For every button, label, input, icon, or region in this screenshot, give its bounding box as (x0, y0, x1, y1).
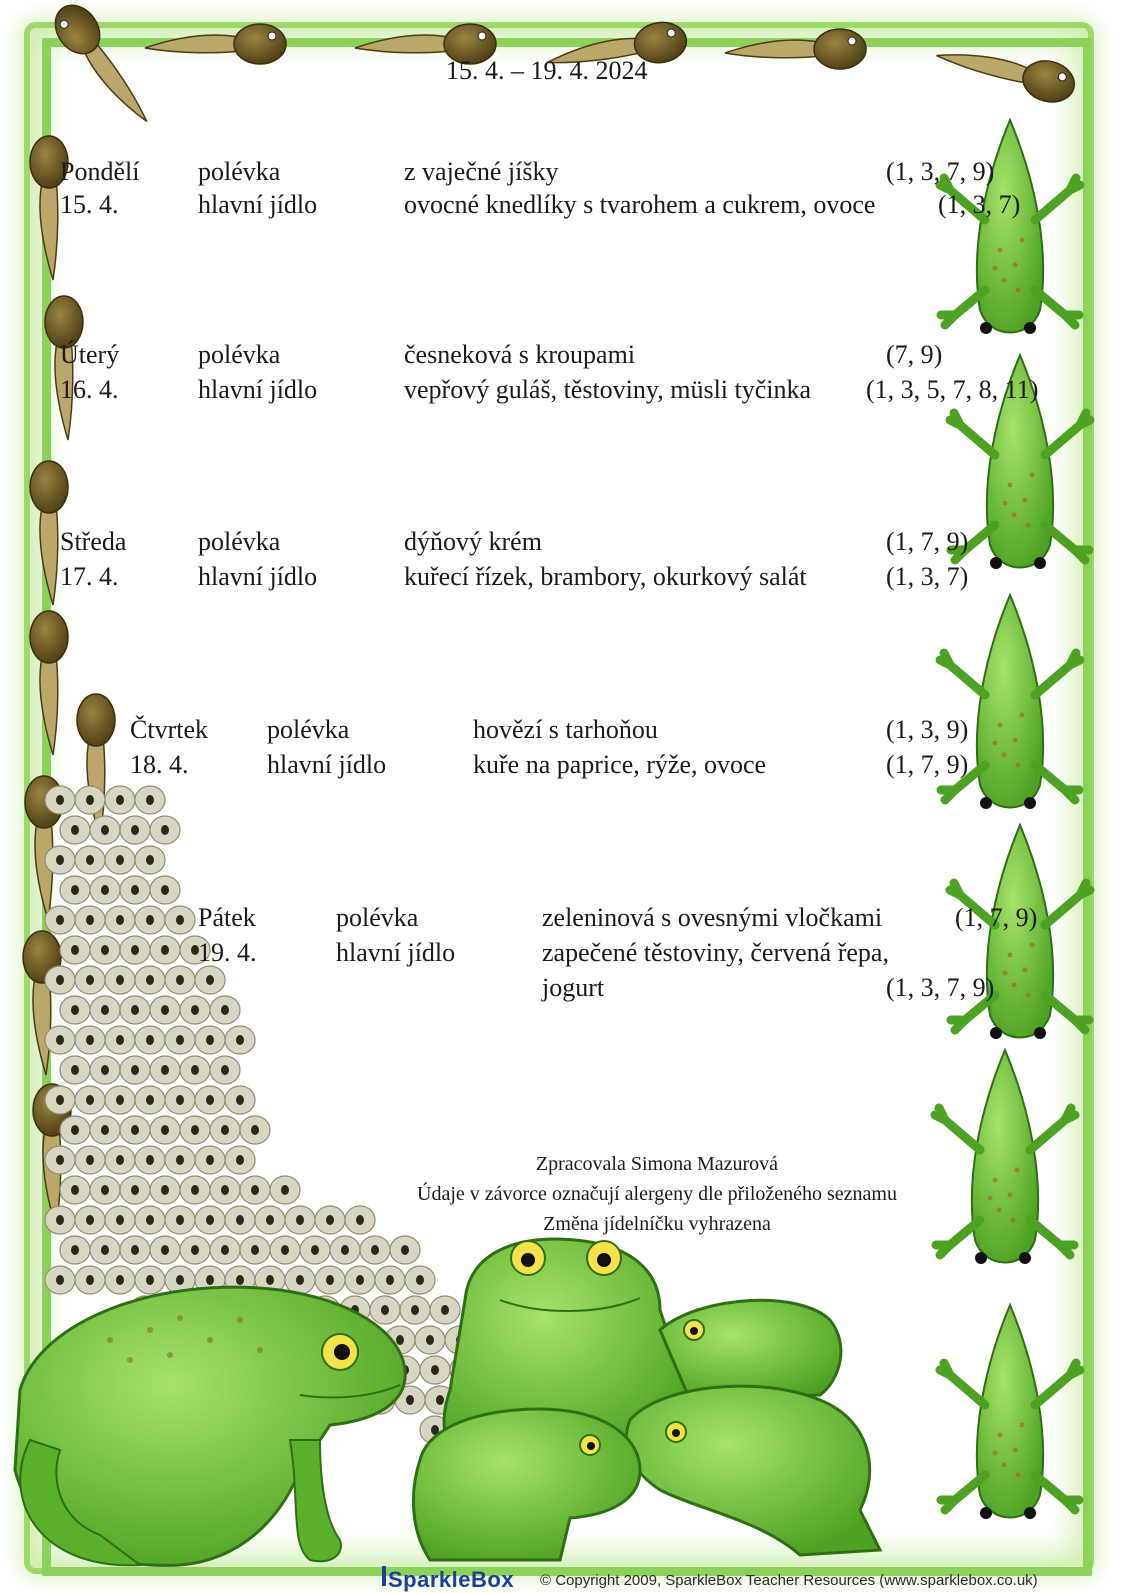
frog-egg-icon (135, 1266, 165, 1294)
frog-egg-icon (195, 966, 225, 994)
frog-egg-icon (255, 1206, 285, 1234)
day-date: 18. 4. (130, 750, 189, 779)
frog-egg-icon (120, 1236, 150, 1264)
frog-egg-icon (90, 1116, 120, 1144)
frog-egg-icon (60, 1176, 90, 1204)
frog-egg-icon (45, 1206, 75, 1234)
frog-egg-icon (105, 1086, 135, 1114)
frog-egg-icon (300, 1236, 330, 1264)
main-dish: vepřový guláš, těstoviny, müsli tyčinka (404, 375, 812, 404)
frog-egg-icon (120, 1056, 150, 1084)
frog-egg-icon (105, 1146, 135, 1174)
frog-egg-icon (75, 1086, 105, 1114)
main-label: hlavní jídlo (198, 562, 318, 591)
frog-egg-icon (315, 1266, 345, 1294)
soup-allergens: (1, 3, 9) (886, 715, 969, 744)
main-label: hlavní jídlo (267, 750, 387, 779)
frog-egg-icon (210, 1056, 240, 1084)
frog-egg-icon (195, 1026, 225, 1054)
soup-dish: z vaječné jíšky (404, 157, 559, 186)
frog-egg-icon (195, 1146, 225, 1174)
frog-egg-icon (120, 816, 150, 844)
frog-egg-icon (75, 906, 105, 934)
frog-egg-icon (150, 816, 180, 844)
frog-egg-icon (225, 1146, 255, 1174)
frog-egg-icon (150, 876, 180, 904)
tadpole-icon-top-1 (46, 0, 160, 135)
tadpole-icon-top-2 (145, 24, 286, 64)
froglet-icon-1 (940, 120, 1080, 334)
tadpole-icon-top-6 (932, 32, 1079, 107)
froglet-icon-6 (940, 1305, 1080, 1519)
frog-egg-icon (180, 1056, 210, 1084)
frog-egg-icon (105, 966, 135, 994)
main-allergens: (1, 3, 7) (938, 190, 1021, 219)
frog-egg-icon (135, 846, 165, 874)
frog-egg-icon (330, 1236, 360, 1264)
frog-egg-icon (75, 1266, 105, 1294)
main-allergens: (1, 3, 7) (886, 562, 969, 591)
frog-egg-icon (420, 1356, 450, 1384)
sparklebox-logo: SparkleBox (388, 1567, 515, 1592)
frog-egg-icon (150, 996, 180, 1024)
big-frog-icon (15, 1287, 405, 1565)
day-name: Čtvrtek (130, 715, 208, 744)
main-allergens: (1, 7, 9) (886, 750, 969, 779)
frog-egg-icon (165, 1026, 195, 1054)
frog-egg-icon (75, 966, 105, 994)
frog-egg-icon (225, 1026, 255, 1054)
frog-egg-icon (105, 1026, 135, 1054)
frog-egg-icon (135, 1026, 165, 1054)
frog-egg-icon (400, 1296, 430, 1324)
frog-egg-icon (120, 936, 150, 964)
main-dish-line2: jogurt (542, 973, 605, 1002)
frog-egg-icon (90, 816, 120, 844)
frog-egg-icon (120, 1176, 150, 1204)
frog-egg-icon (135, 906, 165, 934)
frog-egg-icon (150, 1236, 180, 1264)
frog-egg-icon (90, 996, 120, 1024)
frog-egg-icon (45, 966, 75, 994)
day-name: Středa (60, 527, 127, 556)
frog-egg-icon (90, 1236, 120, 1264)
main-label: hlavní jídlo (198, 190, 318, 219)
frog-egg-icon (120, 876, 150, 904)
frog-egg-icon (60, 1056, 90, 1084)
soup-label: polévka (198, 157, 281, 186)
soup-dish: dýňový krém (404, 527, 542, 556)
soup-label: polévka (267, 715, 350, 744)
frog-egg-icon (45, 1026, 75, 1054)
main-label: hlavní jídlo (336, 938, 456, 967)
allergen-note: Údaje v závorce označují alergeny dle přiloženého seznamu (417, 1183, 897, 1205)
sparklebox-logo-icon (382, 1566, 386, 1586)
frog-egg-icon (415, 1326, 445, 1354)
frog-egg-icon (165, 1206, 195, 1234)
frog-egg-icon (45, 906, 75, 934)
frog-egg-icon (180, 1116, 210, 1144)
frog-egg-icon (370, 1296, 400, 1324)
frog-egg-icon (240, 1236, 270, 1264)
frog-egg-icon (45, 1266, 75, 1294)
frog-egg-icon (75, 1146, 105, 1174)
frog-egg-icon (225, 1206, 255, 1234)
frog-egg-icon (240, 1176, 270, 1204)
frog-egg-icon (150, 936, 180, 964)
frog-egg-icon (60, 876, 90, 904)
frog-egg-icon (430, 1296, 460, 1324)
frog-egg-icon (75, 1026, 105, 1054)
frog-egg-icon (120, 996, 150, 1024)
day-date: 15. 4. (60, 190, 119, 219)
main-allergens: (1, 3, 5, 7, 8, 11) (866, 375, 1039, 404)
frog-egg-icon (195, 1206, 225, 1234)
day-date: 19. 4. (198, 938, 257, 967)
soup-dish: hovězí s tarhoňou (473, 715, 658, 744)
frog-group-icon (413, 1239, 880, 1560)
main-label: hlavní jídlo (198, 375, 318, 404)
frog-egg-icon (105, 906, 135, 934)
frog-egg-icon (405, 1266, 435, 1294)
frog-egg-icon (180, 1176, 210, 1204)
frog-egg-icon (90, 936, 120, 964)
day-name: Úterý (60, 340, 120, 369)
frog-egg-icon (45, 846, 75, 874)
frog-egg-icon (60, 936, 90, 964)
frog-egg-icon (105, 1206, 135, 1234)
frog-egg-icon (45, 1146, 75, 1174)
frog-egg-icon (90, 1176, 120, 1204)
frog-egg-icon (105, 846, 135, 874)
frog-egg-icon (150, 1116, 180, 1144)
soup-allergens: (1, 3, 7, 9) (886, 157, 995, 186)
soup-dish: zeleninová s ovesnými vločkami (542, 903, 883, 932)
frog-egg-icon (360, 1236, 390, 1264)
soup-label: polévka (336, 903, 419, 932)
frog-egg-icon (45, 1086, 75, 1114)
frog-egg-icon (225, 1086, 255, 1114)
tadpole-icon-top-5 (725, 29, 866, 69)
frog-egg-icon (105, 786, 135, 814)
frog-egg-icon (165, 966, 195, 994)
frog-egg-icon (165, 906, 195, 934)
soup-label: polévka (198, 527, 281, 556)
frog-egg-icon (45, 786, 75, 814)
frog-egg-icon (60, 816, 90, 844)
frog-egg-icon (210, 1236, 240, 1264)
date-range-title: 15. 4. – 19. 4. 2024 (446, 56, 648, 85)
day-date: 16. 4. (60, 375, 119, 404)
main-dish: kuřecí řízek, brambory, okurkový salát (404, 562, 807, 591)
frog-egg-icon (150, 1056, 180, 1084)
frog-egg-icon (180, 1236, 210, 1264)
frog-egg-icon (90, 876, 120, 904)
frog-egg-icon (135, 1206, 165, 1234)
main-dish: zapečené těstoviny, červená řepa, (542, 938, 889, 967)
frog-egg-icon (270, 1176, 300, 1204)
tadpole-icon-left-4 (30, 611, 68, 755)
soup-dish: česneková s kroupami (404, 340, 636, 369)
frog-egg-icon (345, 1266, 375, 1294)
frog-egg-icon (210, 996, 240, 1024)
soup-label: polévka (198, 340, 281, 369)
frog-egg-icon (90, 1056, 120, 1084)
frog-egg-icon (150, 1176, 180, 1204)
frog-egg-icon (105, 1266, 135, 1294)
frog-egg-icon (120, 1116, 150, 1144)
frog-egg-icon (75, 1206, 105, 1234)
frog-egg-icon (135, 1146, 165, 1174)
main-dish: kuře na paprice, rýže, ovoce (473, 750, 767, 779)
frog-egg-icon (135, 1086, 165, 1114)
change-note: Změna jídelníčku vyhrazena (543, 1213, 771, 1235)
frog-egg-icon (195, 1086, 225, 1114)
frog-egg-icon (180, 996, 210, 1024)
frog-egg-icon (135, 966, 165, 994)
day-name: Pátek (198, 903, 256, 932)
frog-egg-icon (60, 996, 90, 1024)
soup-allergens: (1, 7, 9) (955, 903, 1038, 932)
frog-egg-icon (60, 1236, 90, 1264)
day-date: 17. 4. (60, 562, 119, 591)
frog-egg-icon (375, 1266, 405, 1294)
frog-egg-icon (75, 846, 105, 874)
frog-egg-icon (60, 1116, 90, 1144)
main-dish: ovocné knedlíky s tvarohem a cukrem, ovoce (404, 190, 876, 219)
frog-egg-icon (165, 1146, 195, 1174)
author-note: Zpracovala Simona Mazurová (535, 1153, 779, 1175)
copyright-text: © Copyright 2009, SparkleBox Teacher Resources (www.sparklebox.co.uk) (540, 1572, 1038, 1589)
frog-egg-icon (390, 1236, 420, 1264)
frog-egg-icon (285, 1266, 315, 1294)
frog-egg-icon (75, 786, 105, 814)
frog-egg-icon (135, 786, 165, 814)
soup-allergens: (7, 9) (886, 340, 943, 369)
frog-egg-icon (210, 1176, 240, 1204)
soup-allergens: (1, 7, 9) (886, 527, 969, 556)
frog-egg-icon (270, 1236, 300, 1264)
frog-egg-icon (240, 1116, 270, 1144)
main-allergens: (1, 3, 7, 9) (886, 973, 995, 1002)
frog-egg-icon (165, 1086, 195, 1114)
frog-egg-icon (210, 1116, 240, 1144)
day-name: Pondělí (60, 157, 140, 186)
